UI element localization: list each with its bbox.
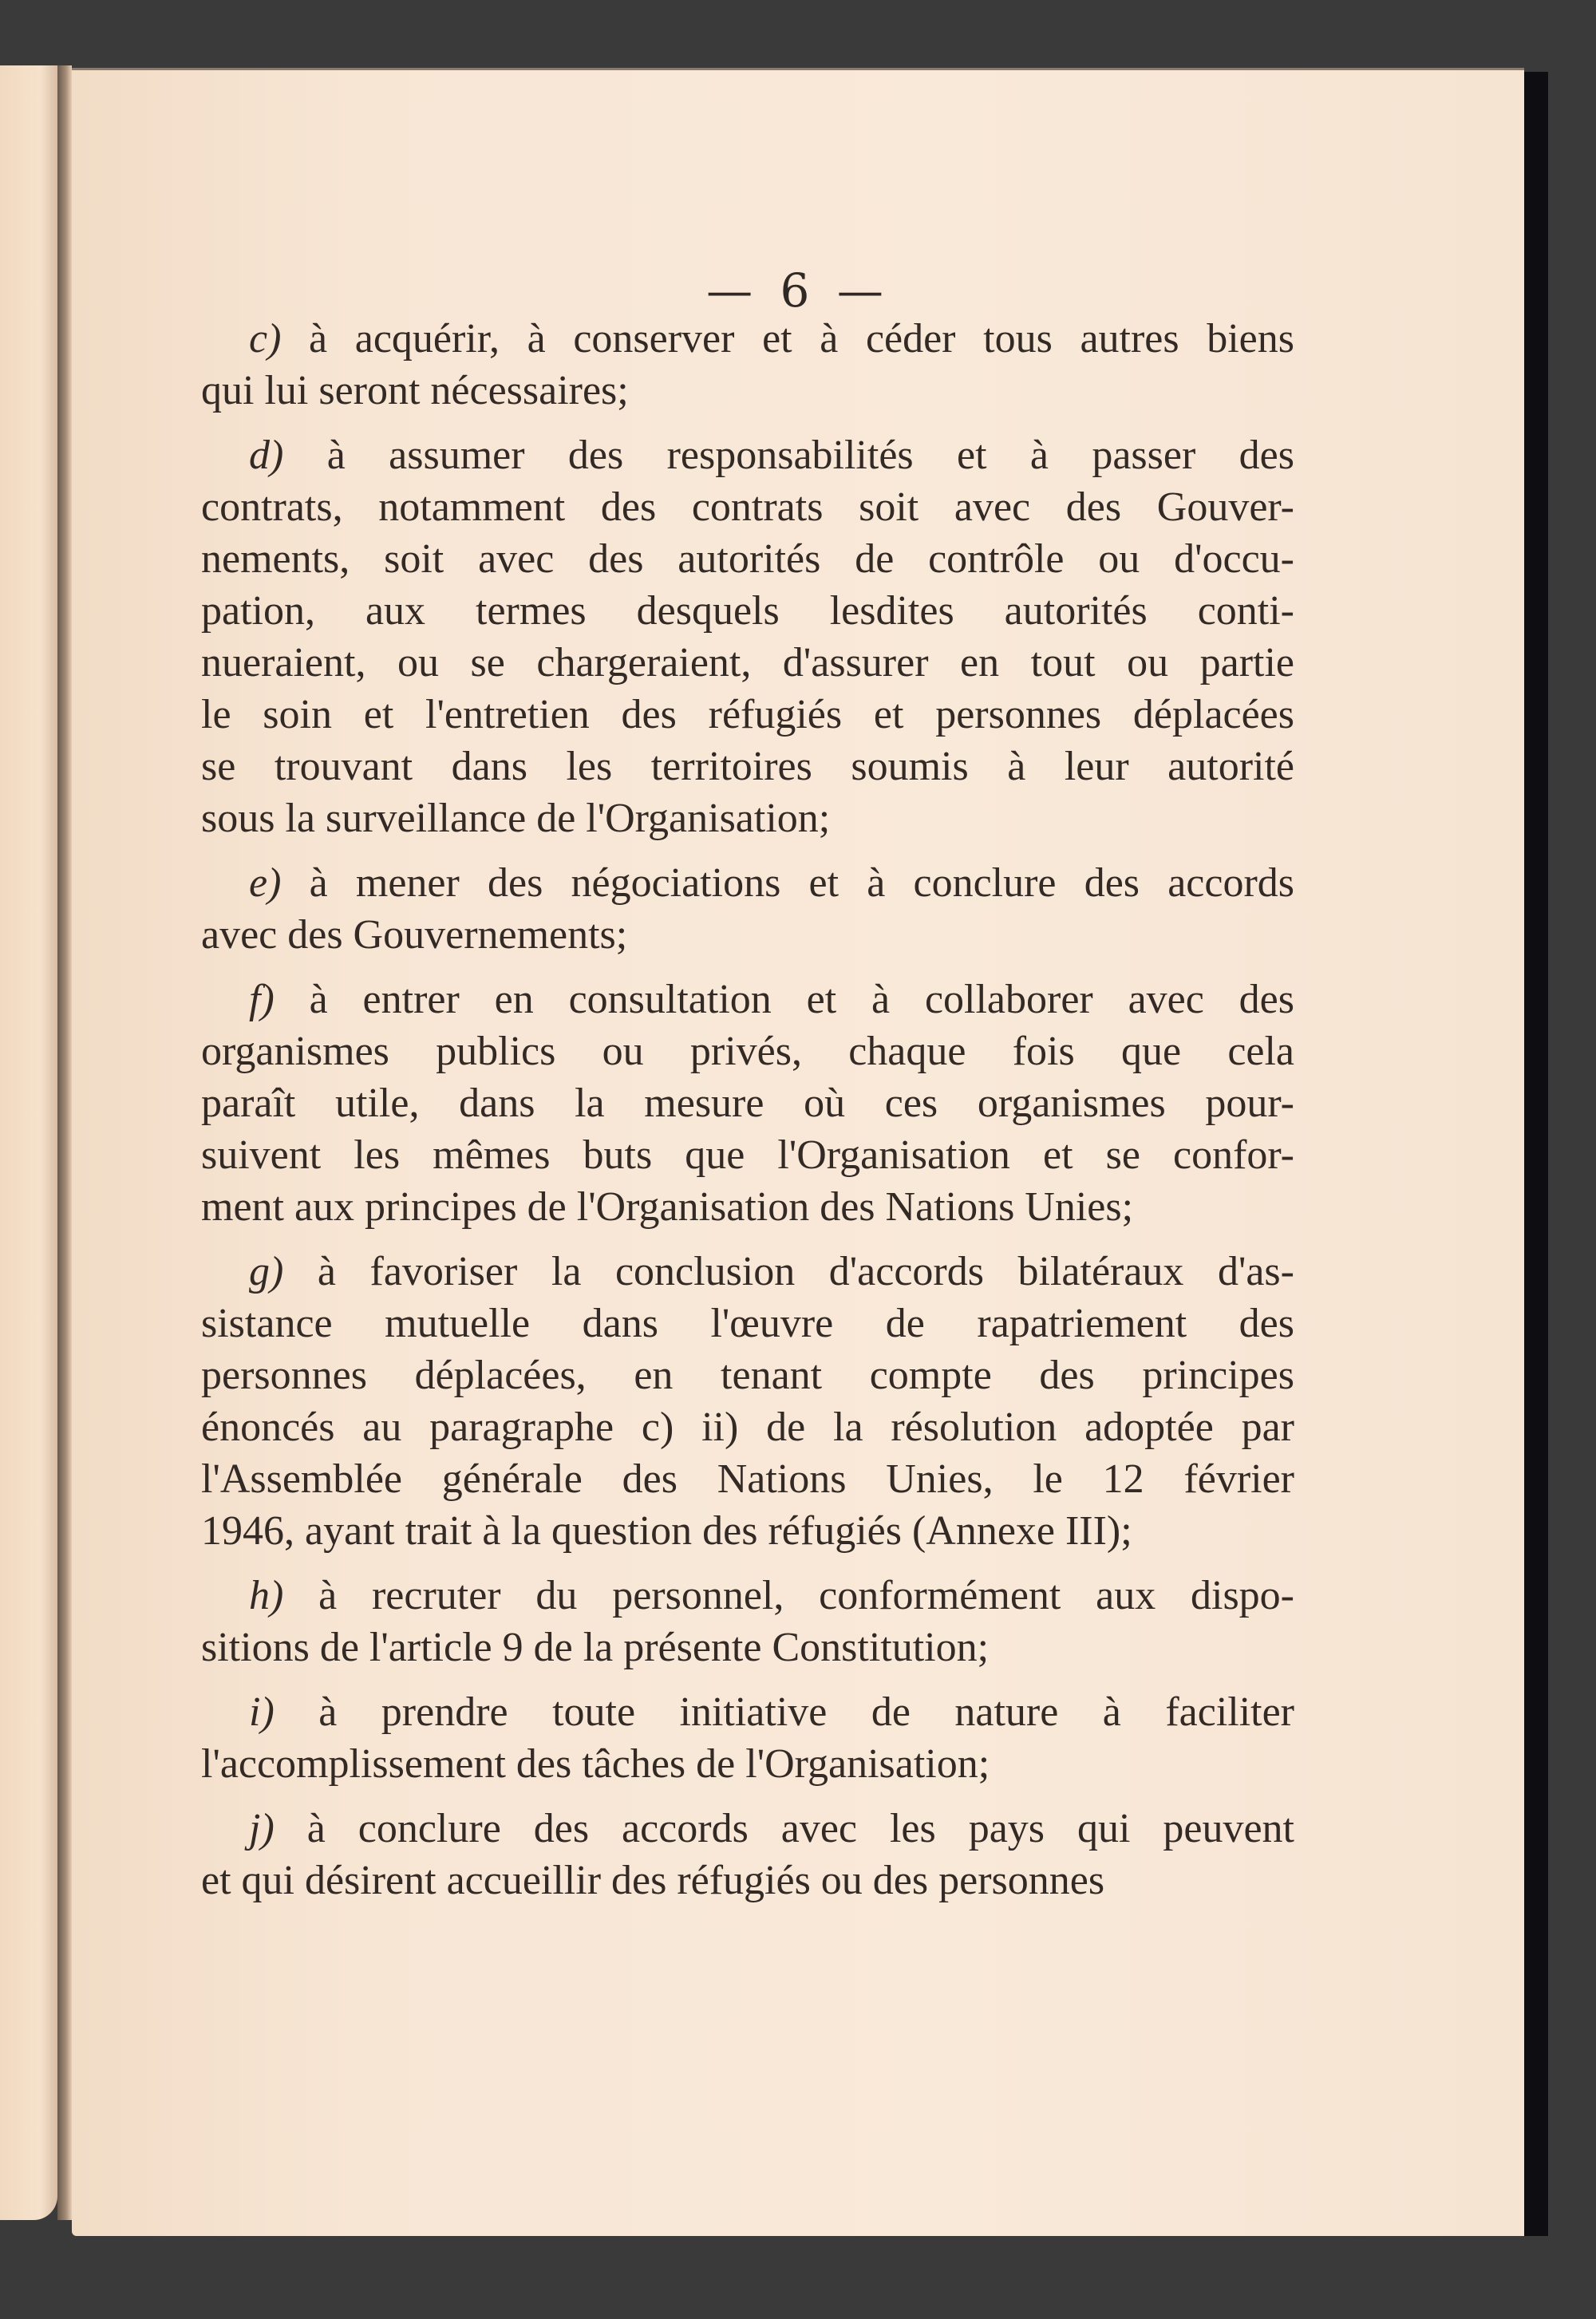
text-line: [201, 1686, 1294, 1738]
item-label: c): [249, 316, 282, 361]
item-label: i): [249, 1689, 275, 1735]
text-line: [201, 1505, 1294, 1557]
line-text: à mener des négociations et à conclure des accords: [281, 860, 1294, 906]
item-label: j): [249, 1806, 275, 1851]
text-line: [201, 533, 1294, 585]
item-label: e): [249, 860, 282, 906]
line-text: suivent les mêmes buts que l'Organisation et se confor-: [201, 1132, 1294, 1178]
line-text: paraît utile, dans la mesure où ces organismes pour-: [201, 1080, 1294, 1126]
list-item: [201, 429, 1294, 844]
text-line: [201, 1453, 1294, 1505]
page-edge-shadow: [1524, 72, 1548, 2236]
list-item: [201, 1570, 1294, 1673]
line-text: personnes déplacées, en tenant compte des principes: [201, 1353, 1294, 1398]
text-line: [201, 1738, 1294, 1790]
line-text: l'accomplissement des tâches de l'Organisation;: [201, 1741, 990, 1787]
line-text: et qui désirent accueillir des réfugiés ou des personnes: [201, 1858, 1105, 1903]
text-line: [201, 481, 1294, 533]
text-line: [201, 1077, 1294, 1129]
line-text: avec des Gouvernements;: [201, 912, 628, 958]
list-item: [201, 1246, 1294, 1557]
text-line: [201, 365, 1294, 417]
line-text: à conclure des accords avec les pays qui peuvent: [274, 1806, 1294, 1851]
line-text: organismes publics ou privés, chaque fois que cela: [201, 1029, 1294, 1074]
text-line: [201, 792, 1294, 844]
text-line: [201, 741, 1294, 792]
text-line: [201, 909, 1294, 961]
line-text: à recruter du personnel, conformément aux dispo-: [283, 1573, 1294, 1618]
text-line: [201, 857, 1294, 909]
text-line: [201, 1803, 1294, 1855]
text-line: [201, 1129, 1294, 1181]
book-gutter: [57, 65, 72, 2220]
line-text: nueraient, ou se chargeraient, d'assurer en tout ou partie: [201, 640, 1294, 685]
line-text: à assumer des responsabilités et à passer des: [283, 433, 1294, 478]
body-text: [201, 313, 1294, 1919]
line-text: pation, aux termes desquels lesdites autorités conti-: [201, 588, 1294, 634]
list-item: [201, 1686, 1294, 1790]
line-text: à prendre toute initiative de nature à faciliter: [274, 1689, 1294, 1735]
line-text: énoncés au paragraphe c) ii) de la résolution adoptée par: [201, 1404, 1294, 1450]
text-line: [201, 1401, 1294, 1453]
line-text: 1946, ayant trait à la question des réfugiés (Annexe III);: [201, 1508, 1132, 1554]
line-text: à acquérir, à conserver et à céder tous autres biens: [281, 316, 1294, 361]
text-line: [201, 585, 1294, 637]
text-line: [201, 1622, 1294, 1673]
page-number: — 6 —: [706, 263, 890, 318]
text-line: [201, 689, 1294, 741]
line-text: sistance mutuelle dans l'œuvre de rapatriement des: [201, 1301, 1294, 1346]
text-line: [201, 313, 1294, 365]
item-label: d): [249, 433, 284, 478]
list-item: [201, 313, 1294, 417]
text-line: [201, 1349, 1294, 1401]
line-text: le soin et l'entretien des réfugiés et personnes déplacées: [201, 692, 1294, 737]
facing-page-edge: [0, 65, 57, 2220]
item-label: f): [249, 977, 275, 1022]
line-text: contrats, notamment des contrats soit avec des Gouver-: [201, 484, 1294, 530]
text-line: [201, 1246, 1294, 1298]
list-item: [201, 857, 1294, 961]
line-text: à entrer en consultation et à collaborer avec des: [274, 977, 1294, 1022]
list-item: [201, 974, 1294, 1233]
line-text: l'Assemblée générale des Nations Unies, le 12 février: [201, 1456, 1294, 1502]
item-label: h): [249, 1573, 284, 1618]
list-item: [201, 1803, 1294, 1906]
line-text: nements, soit avec des autorités de contrôle ou d'occu-: [201, 536, 1294, 582]
text-line: [201, 1025, 1294, 1077]
text-line: [201, 429, 1294, 481]
line-text: qui lui seront nécessaires;: [201, 368, 629, 413]
text-line: [201, 1855, 1294, 1906]
line-text: ment aux principes de l'Organisation des Nations Unies;: [201, 1184, 1134, 1230]
line-text: se trouvant dans les territoires soumis à leur autorité: [201, 744, 1294, 789]
line-text: à favoriser la conclusion d'accords bilatéraux d'as-: [283, 1249, 1294, 1294]
text-line: [201, 1181, 1294, 1233]
text-line: [201, 974, 1294, 1025]
text-line: [201, 1298, 1294, 1349]
line-text: sitions de l'article 9 de la présente Constitution;: [201, 1625, 990, 1670]
text-line: [201, 1570, 1294, 1622]
text-line: [201, 637, 1294, 689]
line-text: sous la surveillance de l'Organisation;: [201, 796, 831, 841]
item-label: g): [249, 1249, 284, 1294]
